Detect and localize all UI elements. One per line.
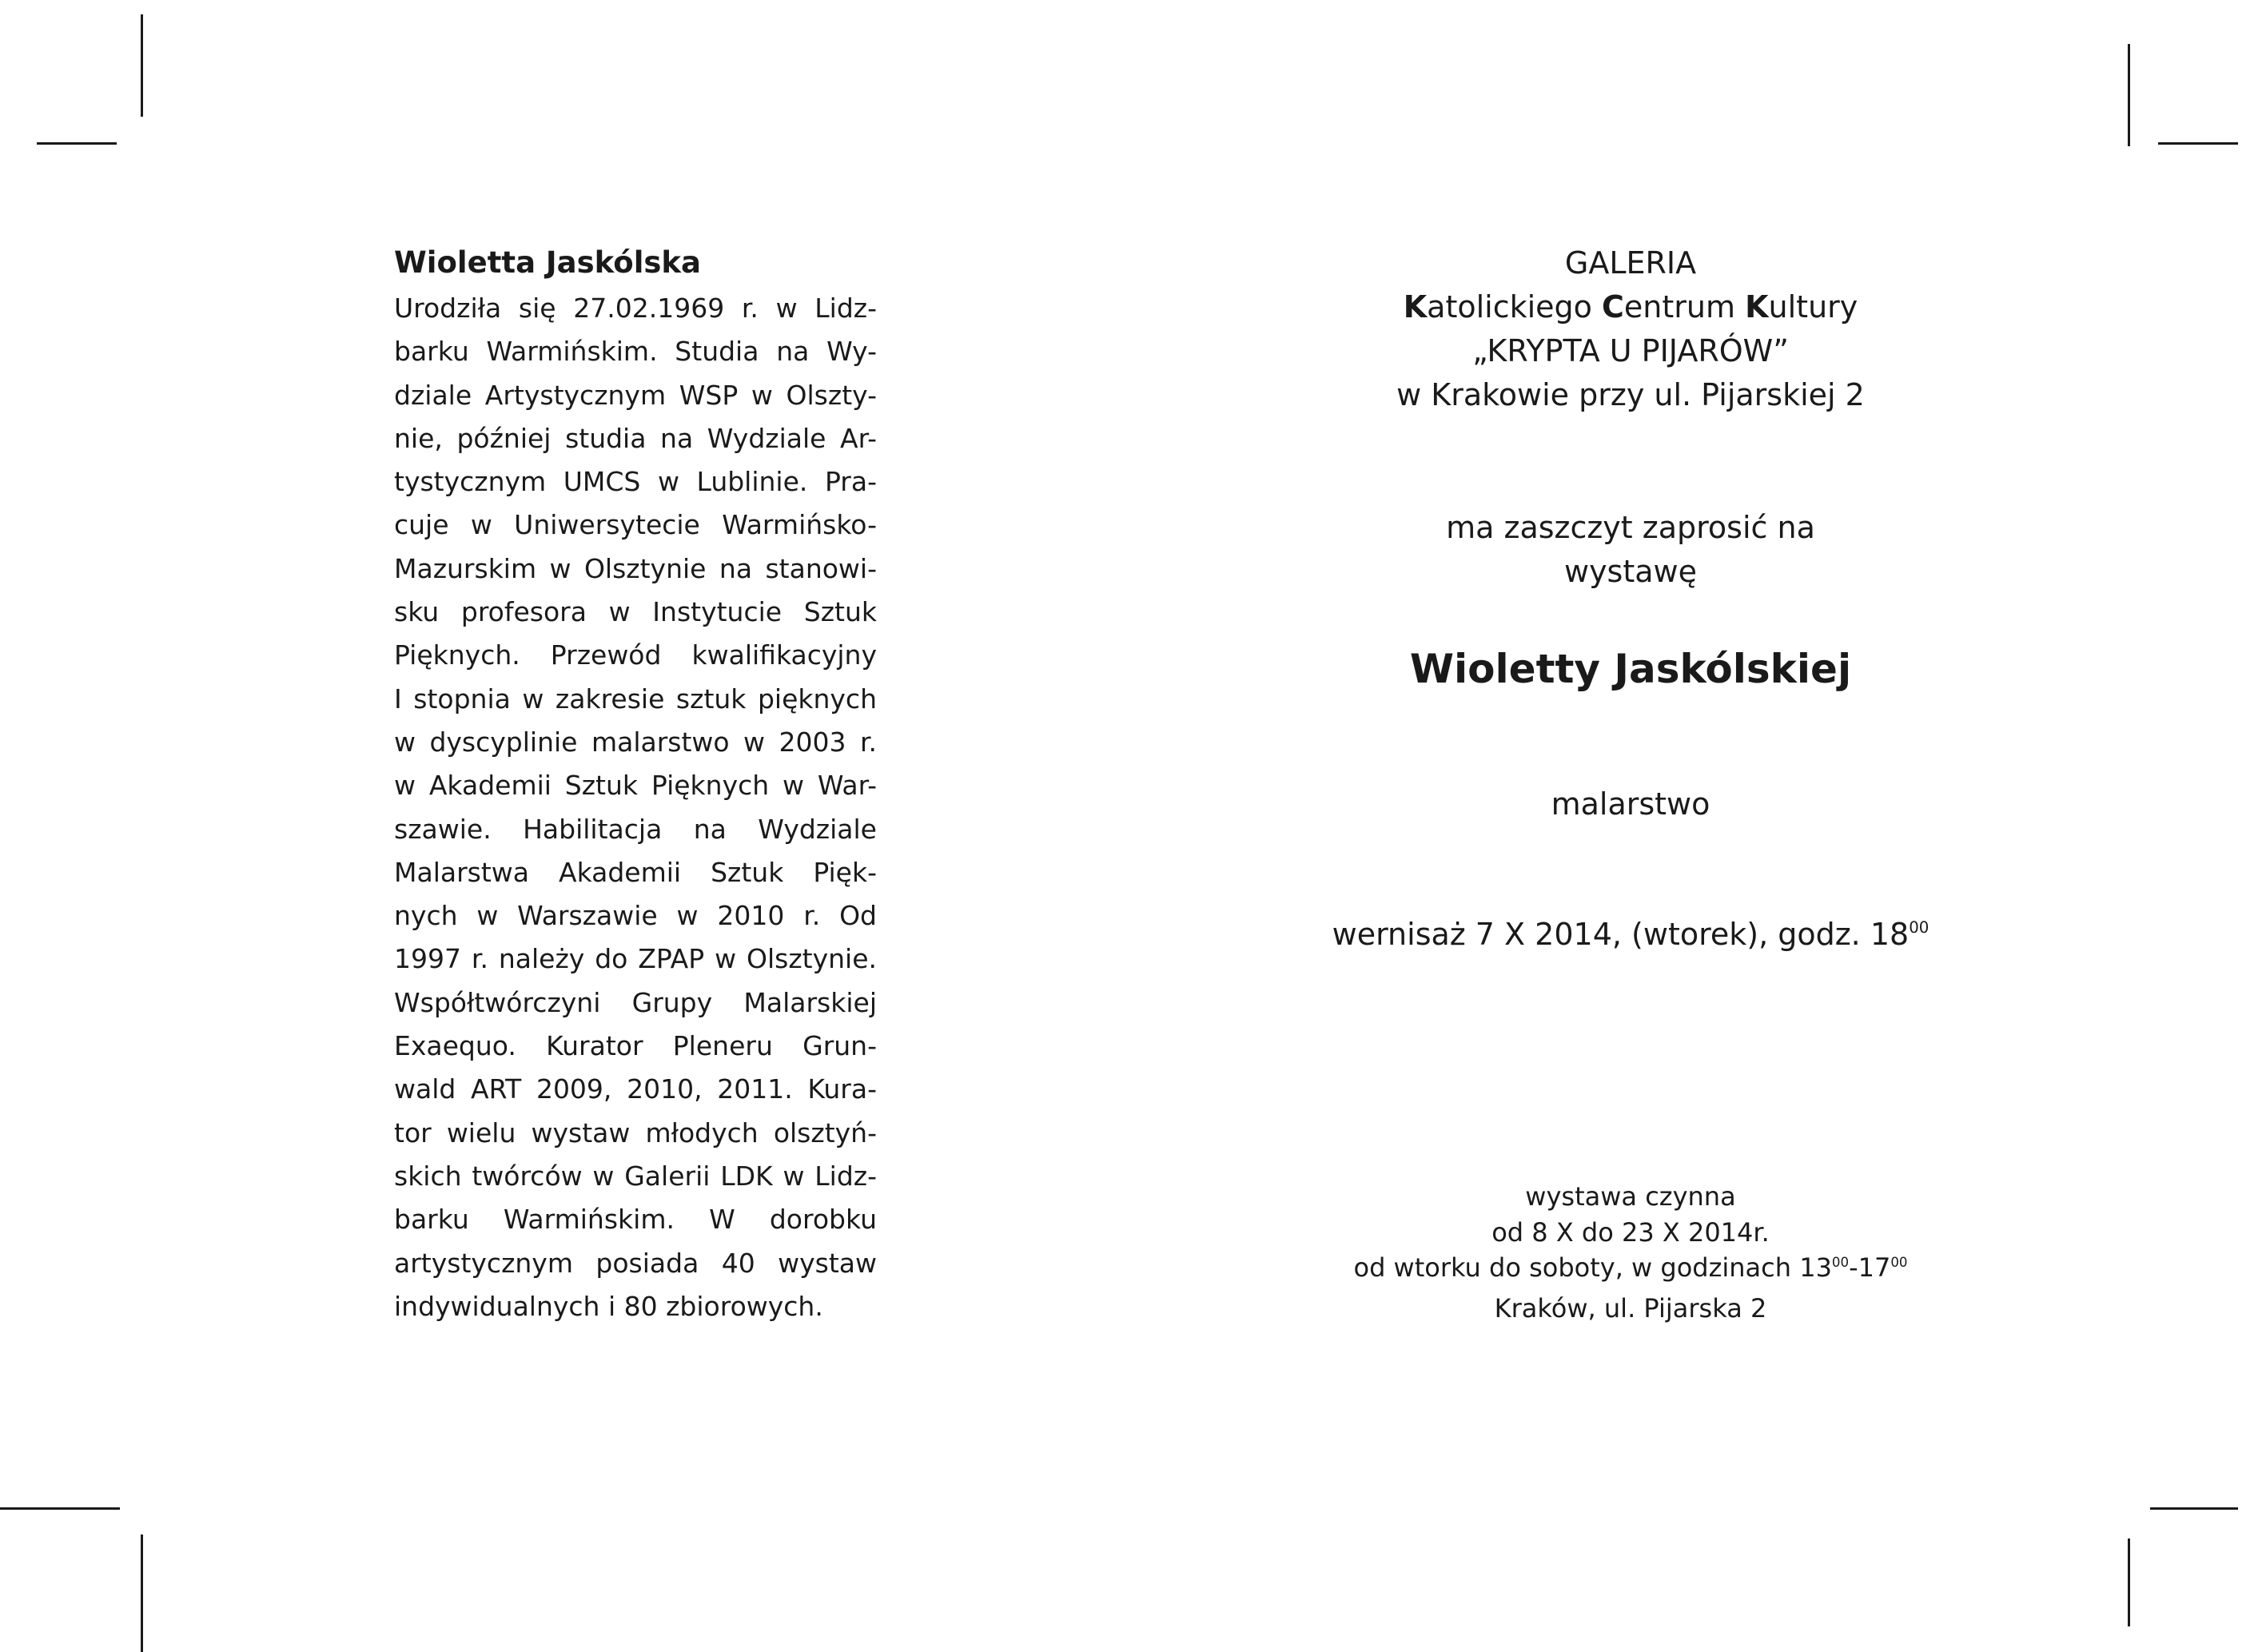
biography-line: 1997 r. należy do ZPAP w Olsztynie. [394,943,877,975]
biography-line: sku profesora w Instytucie Sztuk [394,596,877,628]
hours-line-2: od 8 X do 23 X 2014r. [1491,1216,1770,1248]
biography-line: artystycznym posiada 40 wystaw [394,1247,877,1279]
biography-line: Malarstwa Akademii Sztuk Pięk- [394,856,877,888]
biography-text [394,287,877,1328]
biography-line: nych w Warszawie w 2010 r. Od [394,900,877,932]
gallery-label: GALERIA [1564,245,1697,281]
biography-line: barku Warmińskim. Studia na Wy- [394,336,877,368]
biography-line: I stopnia w zakresie sztuk pięknych [394,683,877,715]
biography-line: szawie. Habilitacja na Wydziale [394,813,877,845]
crop-mark-bottom-right-horizontal [2150,1507,2238,1510]
organization-name: Katolickiego Centrum Kultury [1403,289,1858,324]
exhibition-hours [1279,1179,1982,1327]
biography-line: Exaequo. Kurator Pleneru Grun- [394,1030,877,1062]
hours-line-1: wystawa czynna [1525,1181,1736,1212]
biography-column [394,244,877,1328]
biography-line: indywidualnych i 80 zbiorowych. [394,1290,823,1322]
invite-line-2: wystawę [1563,554,1697,589]
biography-line: barku Warmińskim. W dorobku [394,1204,877,1236]
biography-line: Pięknych. Przewód kwalifikacyjny [394,639,877,671]
artist-name: Wioletty Jaskólskiej [1409,646,1852,692]
biography-line: nie, później studia na Wydziale Ar- [394,422,877,454]
biography-line: Współtwórczyni Grupy Malarskiej [394,986,877,1018]
crypt-name: „KRYPTA U PIJARÓW” [1472,333,1789,368]
gallery-address: w Krakowie przy ul. Pijarskiej 2 [1396,377,1865,412]
invite-line-1: ma zaszczyt zaprosić na [1446,510,1815,545]
crop-mark-top-left-horizontal [37,142,117,145]
hours-line-3: od wtorku do soboty, w godzinach $13^{00}-17^{00}$ [1353,1252,1908,1284]
opening-info: wernisaż 7 X 2014, (wtorek), godz. $18^{00}$ [1332,917,1929,952]
biography-line: skich twórców w Galerii LDK w Lidz- [394,1160,877,1192]
biography-line: wald ART 2009, 2010, 2011. Kura- [394,1073,877,1105]
crop-mark-top-right-vertical [2128,44,2130,146]
biography-line: Mazurskim w Olsztynie na stanowi- [394,552,877,584]
biography-line: tystycznym UMCS w Lublinie. Pra- [394,466,877,498]
crop-mark-top-left-vertical [141,14,143,117]
crop-mark-bottom-left-horizontal [0,1507,120,1510]
biography-line: Urodziła się 27.02.1969 r. w Lidz- [394,293,877,324]
biography-name: Wioletta Jaskólska [394,245,701,280]
crop-mark-top-right-horizontal [2158,142,2238,145]
biography-line: dziale Artystycznym WSP w Olszty- [394,379,877,411]
biography-line: w Akademii Sztuk Pięknych w War- [394,770,877,802]
biography-line: cuje w Uniwersytecie Warmińsko- [394,509,877,541]
medium-label: malarstwo [1551,786,1710,822]
biography-line: tor wielu wystaw młodych olsztyń- [394,1117,877,1148]
crop-mark-bottom-right-vertical [2128,1539,2130,1626]
crop-mark-bottom-left-vertical [141,1535,143,1652]
biography-line: w dyscyplinie malarstwo w 2003 r. [394,726,877,758]
hours-line-4: Kraków, ul. Pijarska 2 [1494,1293,1767,1324]
